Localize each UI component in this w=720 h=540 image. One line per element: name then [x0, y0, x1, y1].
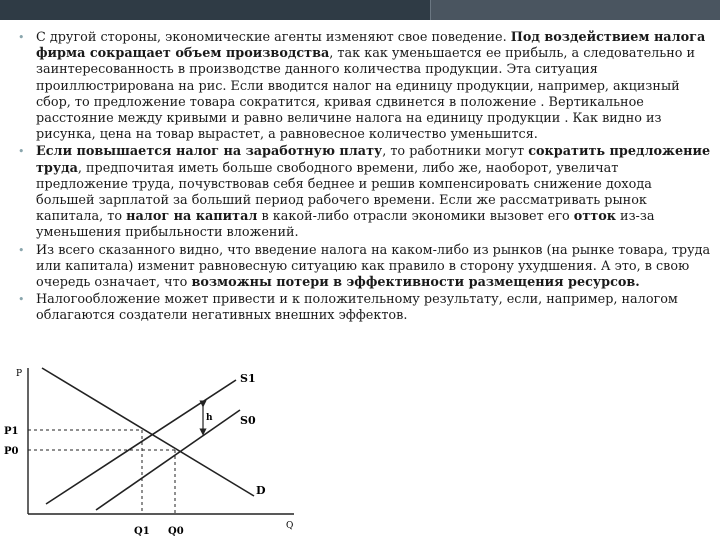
text: , то работники могут: [382, 144, 529, 160]
bold-text: Если повышается налог на заработную плату: [36, 144, 383, 160]
h-label: h: [206, 413, 213, 423]
bullet-item-1: [18, 30, 712, 143]
d-label: D: [256, 484, 266, 497]
text: из-за уменьшения прибыльности вложений.: [36, 209, 655, 241]
bold-text: сократить предложение труда: [36, 144, 711, 176]
text: в какой-либо отрасли экономики вызовет его: [257, 209, 574, 225]
demand-curve-d: [42, 368, 254, 496]
p-axis-label: P: [16, 369, 23, 379]
bullet-item-3: [18, 243, 712, 292]
bullet-dot-icon: •: [18, 145, 25, 159]
text: Налогообложение может привести и к положительному результату, если, например, налогом облагаются создатели негативных внешних эффектов.: [36, 292, 678, 324]
text: С другой стороны, экономические агенты изменяют свое поведение.: [36, 30, 511, 45]
text: , так как уменьшается ее прибыль, а следовательно и заинтересованность в производстве данного количества продукции. Эта ситуация проиллюстрирована на рис. Если вводится налог на единицу продукции, например, акцизный сбор, то предложение товара сократится, кривая сдвинется в положение . Вертикальное расстояние между кривыми и равно величине налога на единицу продукции . Как видно из рисунка, цена на товар вырастет, а равновесное количество уменьшится.: [36, 46, 696, 143]
bullet-item-2: [18, 144, 712, 241]
bold-text: Под воздействием налога фирма сокращает объем производства: [36, 30, 706, 62]
s1-label: S1: [240, 372, 256, 385]
p1-label: P1: [4, 426, 19, 437]
bold-text: налог на капитал: [126, 209, 258, 225]
slide-top-bar-accent: [430, 0, 720, 20]
bullet-dot-icon: •: [18, 31, 25, 44]
bold-text: отток: [573, 209, 616, 225]
text: Из всего сказанного видно, что введение налога на каком-либо из рынков (на рынке товара, труда или капитала) изменит равновесную ситуацию как правило в сторону ухудшения. А это, в свою очередь означает, что: [36, 242, 711, 291]
bold-text: возможны потери в эффективности размещения ресурсов.: [191, 275, 640, 291]
q1-label: Q1: [134, 526, 150, 537]
p0-label: P0: [4, 446, 19, 457]
bullet-list: [18, 30, 712, 326]
s0-label: S0: [240, 414, 256, 427]
supply-demand-graph: [0, 362, 300, 540]
bullet-item-4: [18, 292, 712, 324]
q-axis-label: Q: [286, 521, 294, 531]
bullet-dot-icon: •: [18, 293, 25, 307]
supply-curve-s1: [46, 380, 236, 504]
q0-label: Q0: [168, 526, 184, 537]
bullet-dot-icon: •: [18, 243, 25, 257]
slide-top-bar: [0, 0, 720, 20]
text: , предпочитая иметь больше свободного времени, либо же, наоборот, увеличат предложение труда, почувствовав себя беднее и решив компенсировать снижение дохода большей зарплатой за больший период рабочего времени. Если же рассматривать рынок капитала, то: [36, 160, 652, 225]
